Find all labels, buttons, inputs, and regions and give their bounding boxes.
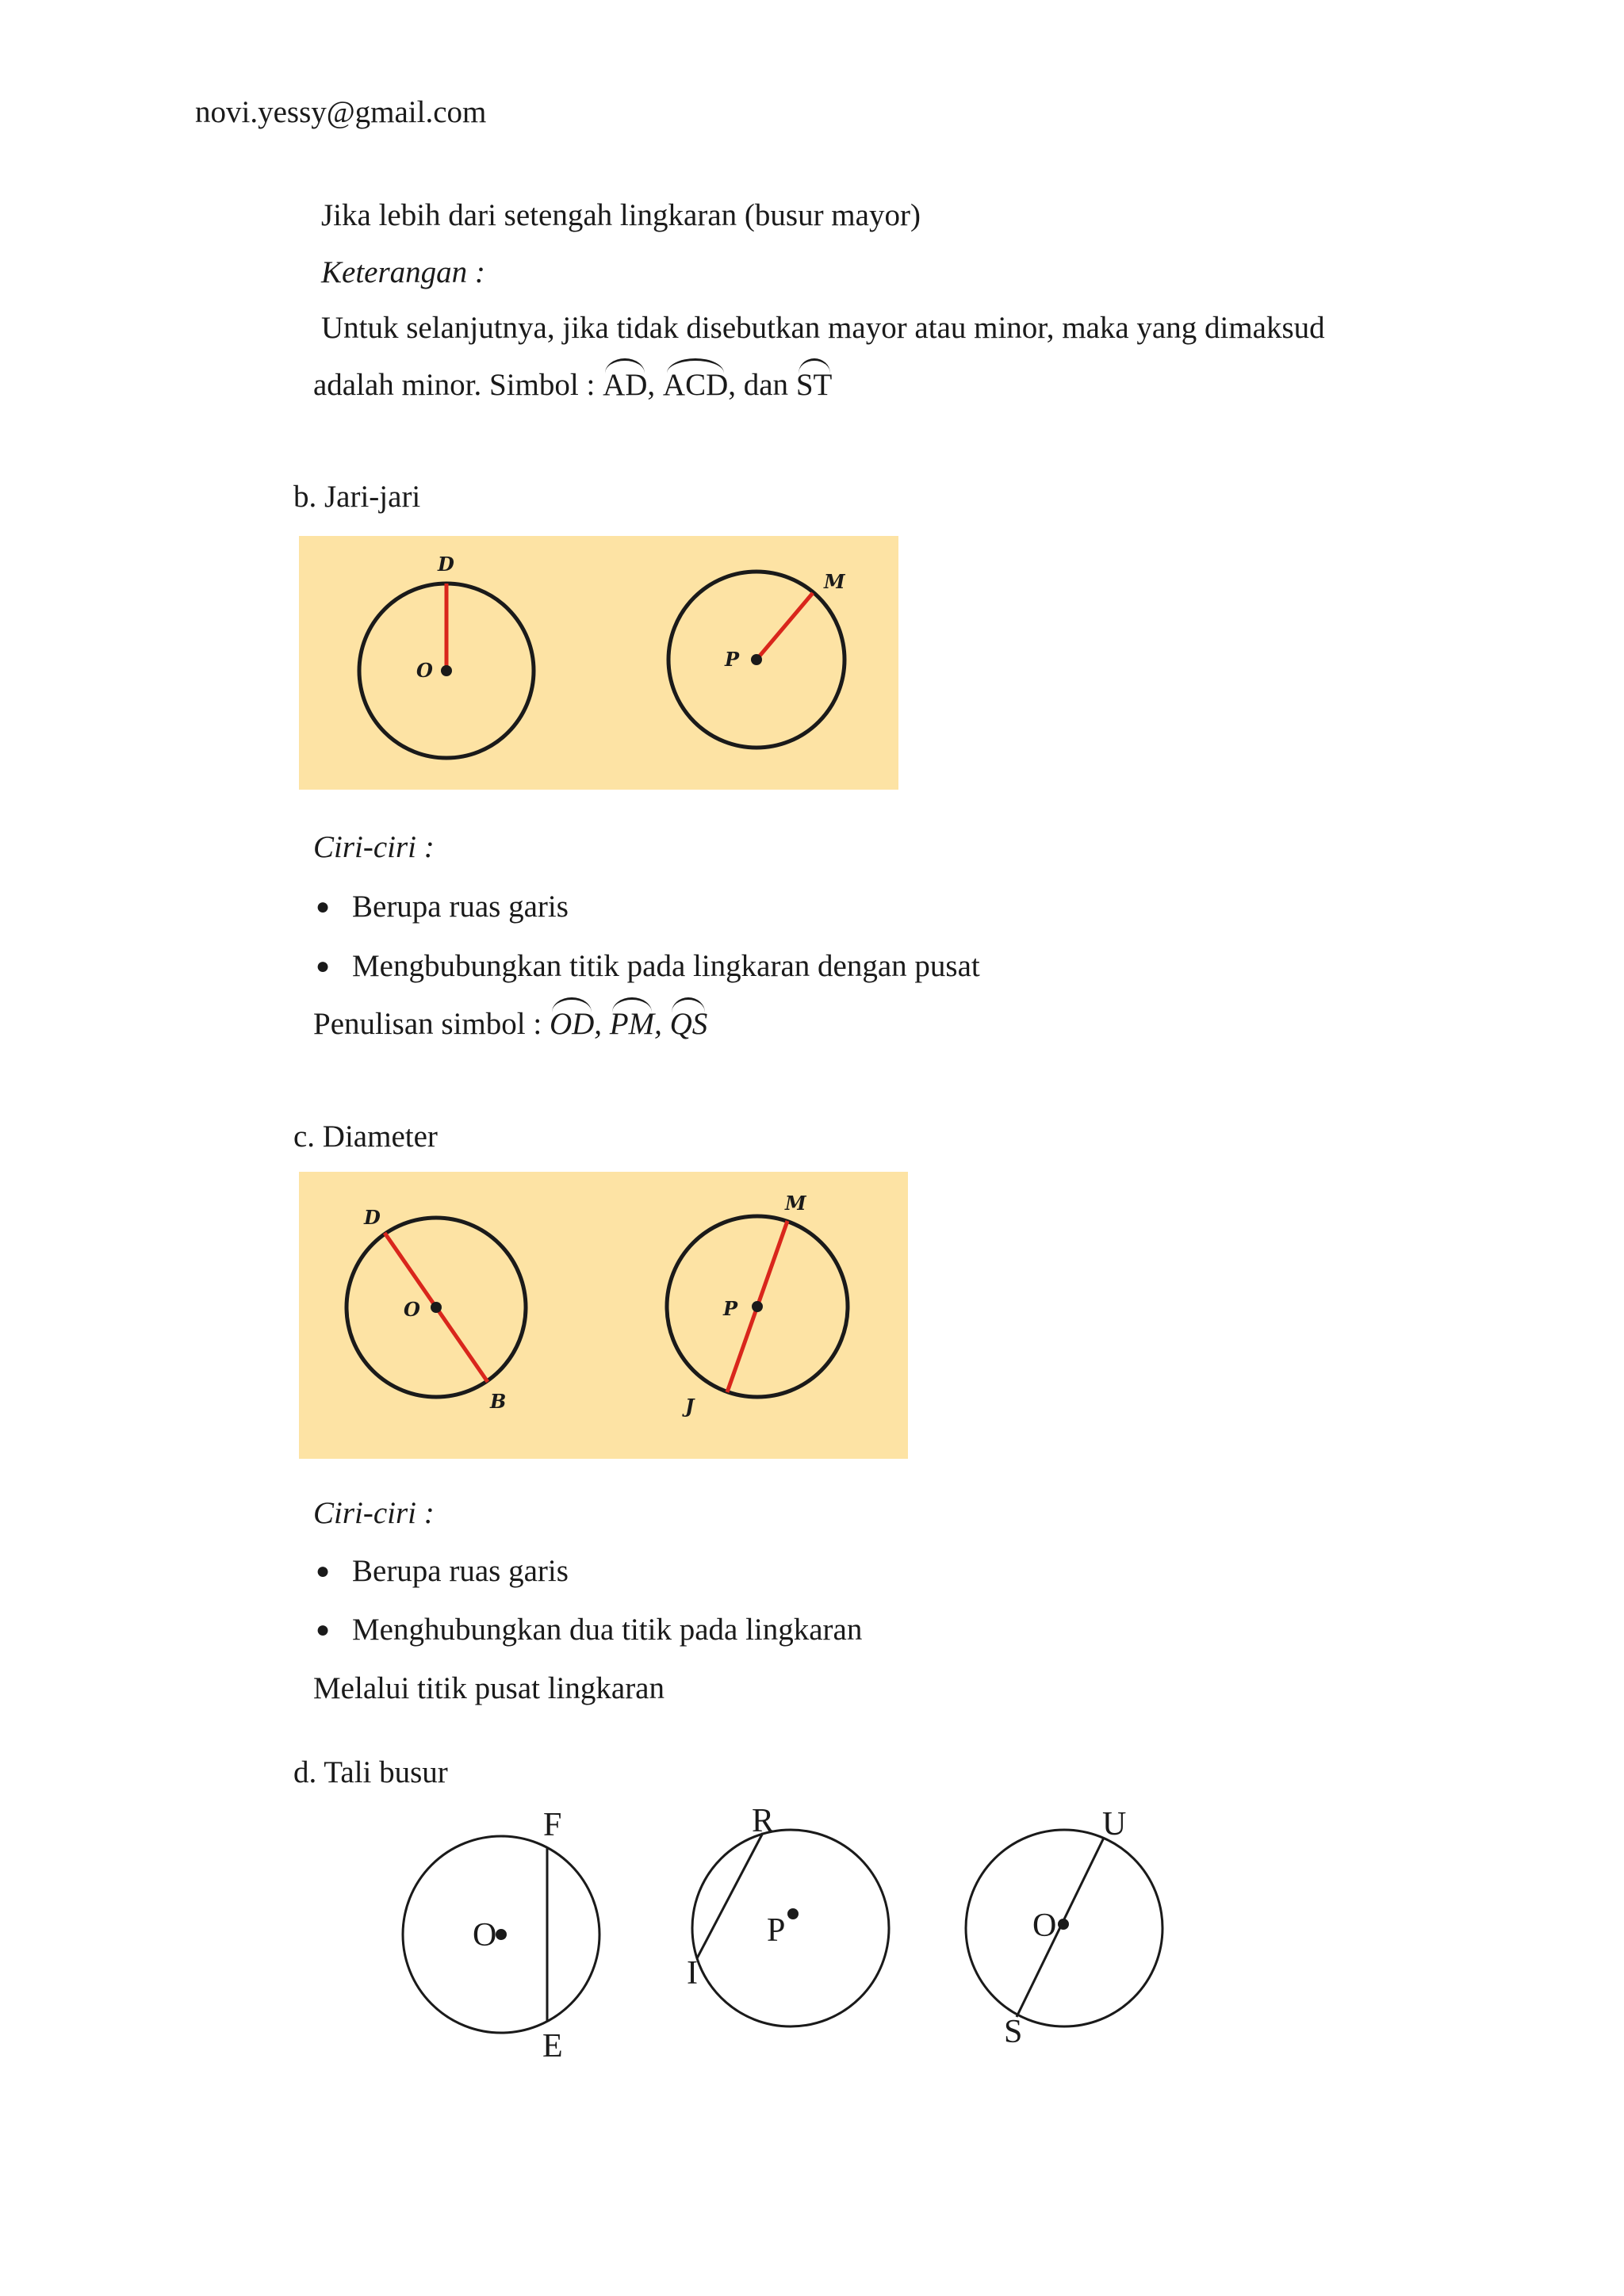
label-o: O [1032,1908,1057,1944]
separator: , [594,1007,610,1041]
label-d: D [438,553,454,576]
center-dot [441,665,452,676]
label-m: M [824,570,845,593]
list-item: Berupa ruas garis [352,1554,569,1588]
label-m: M [785,1192,806,1215]
center-dot [1058,1919,1069,1930]
radius-pm [756,593,813,660]
label-f: F [543,1807,562,1843]
label-o: O [404,1298,420,1321]
label-o: O [473,1917,497,1954]
radius-figure [299,536,898,790]
keterangan-label: Keterangan : [321,255,485,289]
label-o: O [416,659,433,682]
section-c-heading: c. Diameter [293,1119,438,1154]
arc-symbol-acd: ACD [663,366,728,404]
label-p: P [723,1297,738,1320]
bullet-icon: ● [316,1617,331,1643]
label-j: J [685,1395,695,1418]
center-dot [431,1302,442,1313]
author-email: novi.yessy@gmail.com [195,95,487,129]
label-e: E [542,2028,563,2064]
chord-figure [381,1800,1189,2069]
list-item: Menghubungkan dua titik pada lingkaran [352,1613,863,1647]
label-s: S [1004,2014,1023,2050]
diameter-note: Melalui titik pusat lingkaran [313,1671,665,1705]
ciri-label: Ciri-ciri : [313,830,435,864]
label-p: P [767,1912,786,1949]
symbol-pm: PM [610,1005,654,1043]
radius-symbol-line [313,1005,707,1043]
section-d-heading: d. Tali busur [293,1755,448,1789]
bullet-icon: ● [316,894,331,920]
diameter-figure [299,1172,908,1459]
list-item: Berupa ruas garis [352,890,569,924]
center-dot [787,1908,799,1919]
arc-symbol-ad: AD [603,366,647,404]
label-d: D [364,1206,381,1229]
intro-line-3 [313,366,832,404]
label-p: P [725,648,740,671]
label-u: U [1102,1806,1127,1843]
bullet-icon: ● [316,953,331,979]
chord-figure-svg [381,1800,1189,2069]
symbol-od: OD [550,1005,594,1043]
intro-line-1: Jika lebih dari setengah lingkaran (busur mayor) [321,198,921,232]
section-b-heading: b. Jari-jari [293,480,421,514]
symbol-prefix: Penulisan simbol : [313,1007,550,1041]
label-r: R [752,1803,775,1839]
label-i: I [687,1955,698,1992]
bullet-icon: ● [316,1558,331,1584]
ciri-label: Ciri-ciri : [313,1496,435,1530]
center-dot [752,1301,763,1312]
arc-symbol-st: ST [796,366,833,404]
diameter-figure-svg [299,1172,908,1459]
intro-line-2: Untuk selanjutnya, jika tidak disebutkan mayor atau minor, maka yang dimaksud [321,311,1325,345]
center-dot [751,654,762,665]
center-dot [496,1929,507,1940]
list-item: Mengbubungkan titik pada lingkaran dengan pusat [352,949,980,983]
label-b: B [490,1390,507,1413]
separator: , [654,1007,670,1041]
intro-line-3-prefix: adalah minor. Simbol : [313,368,603,402]
separator: , dan [728,368,796,402]
symbol-qs: QS [670,1005,708,1043]
circle-p [692,1830,889,2026]
separator: , [647,368,663,402]
radius-figure-svg [299,536,898,790]
